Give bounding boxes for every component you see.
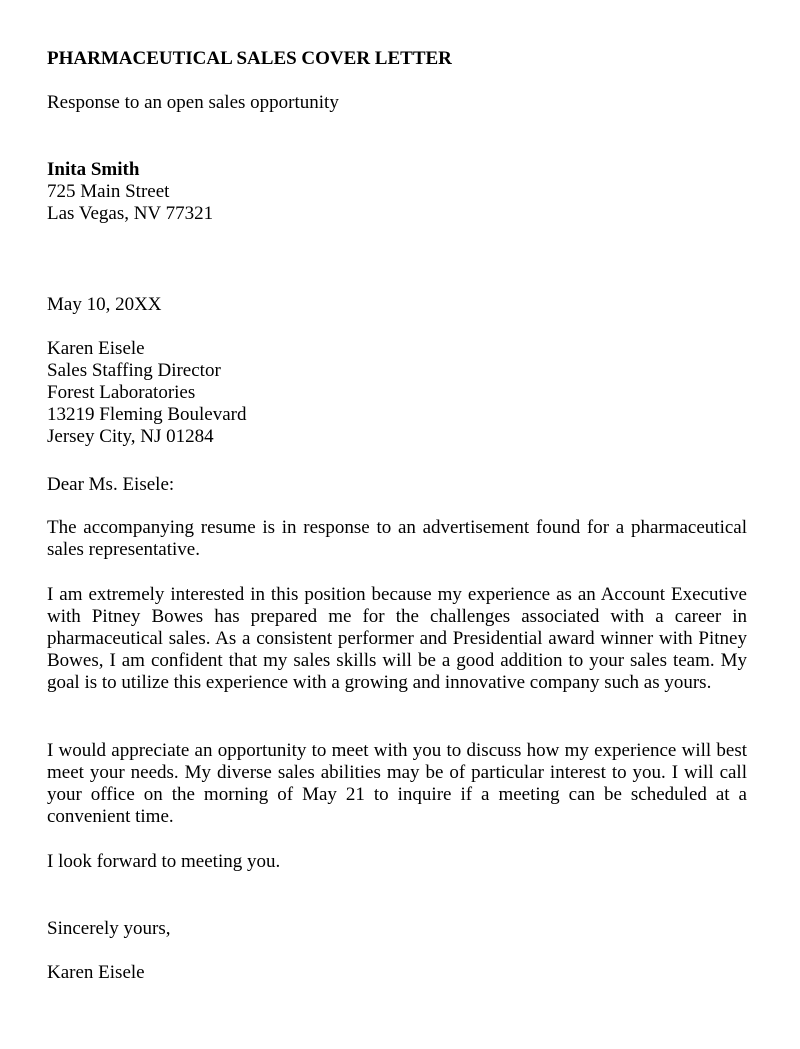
body-paragraph-4: I look forward to meeting you. (47, 851, 281, 872)
signature-name: Karen Eisele (47, 962, 145, 983)
body-paragraph-2: I am extremely interested in this position because my experience as an Account Executive with Pitney Bowes has prepared me for the challenges associated with a career in pharmaceutical sales. As a consistent performer and Presidential award winner with Pitney Bowes, I am confident that my sales skills will be a good addition to your sales team. My goal is to utilize this experience with a growing and innovative company such as yours. (47, 584, 747, 693)
document-title: PHARMACEUTICAL SALES COVER LETTER (47, 48, 452, 69)
recipient-title: Sales Staffing Director (47, 360, 221, 381)
sender-street: 725 Main Street (47, 181, 170, 202)
recipient-name: Karen Eisele (47, 338, 145, 359)
closing: Sincerely yours, (47, 918, 171, 939)
recipient-address-block (47, 338, 246, 448)
sender-name: Inita Smith (47, 159, 140, 180)
recipient-street: 13219 Fleming Boulevard (47, 404, 247, 425)
letter-date: May 10, 20XX (47, 294, 162, 315)
salutation: Dear Ms. Eisele: (47, 474, 175, 495)
document-subtitle: Response to an open sales opportunity (47, 92, 339, 113)
recipient-city: Jersey City, NJ 01284 (47, 426, 214, 447)
sender-address-block (47, 159, 213, 225)
recipient-company: Forest Laboratories (47, 382, 196, 403)
body-paragraph-1: The accompanying resume is in response to an advertisement found for a pharmaceutical sales representative. (47, 517, 747, 560)
body-paragraph-3: I would appreciate an opportunity to meet with you to discuss how my experience will best meet your needs. My diverse sales abilities may be of particular interest to you. I will call your office on the morning of May 21 to inquire if a meeting can be scheduled at a convenient time. (47, 740, 747, 827)
sender-city: Las Vegas, NV 77321 (47, 203, 214, 224)
